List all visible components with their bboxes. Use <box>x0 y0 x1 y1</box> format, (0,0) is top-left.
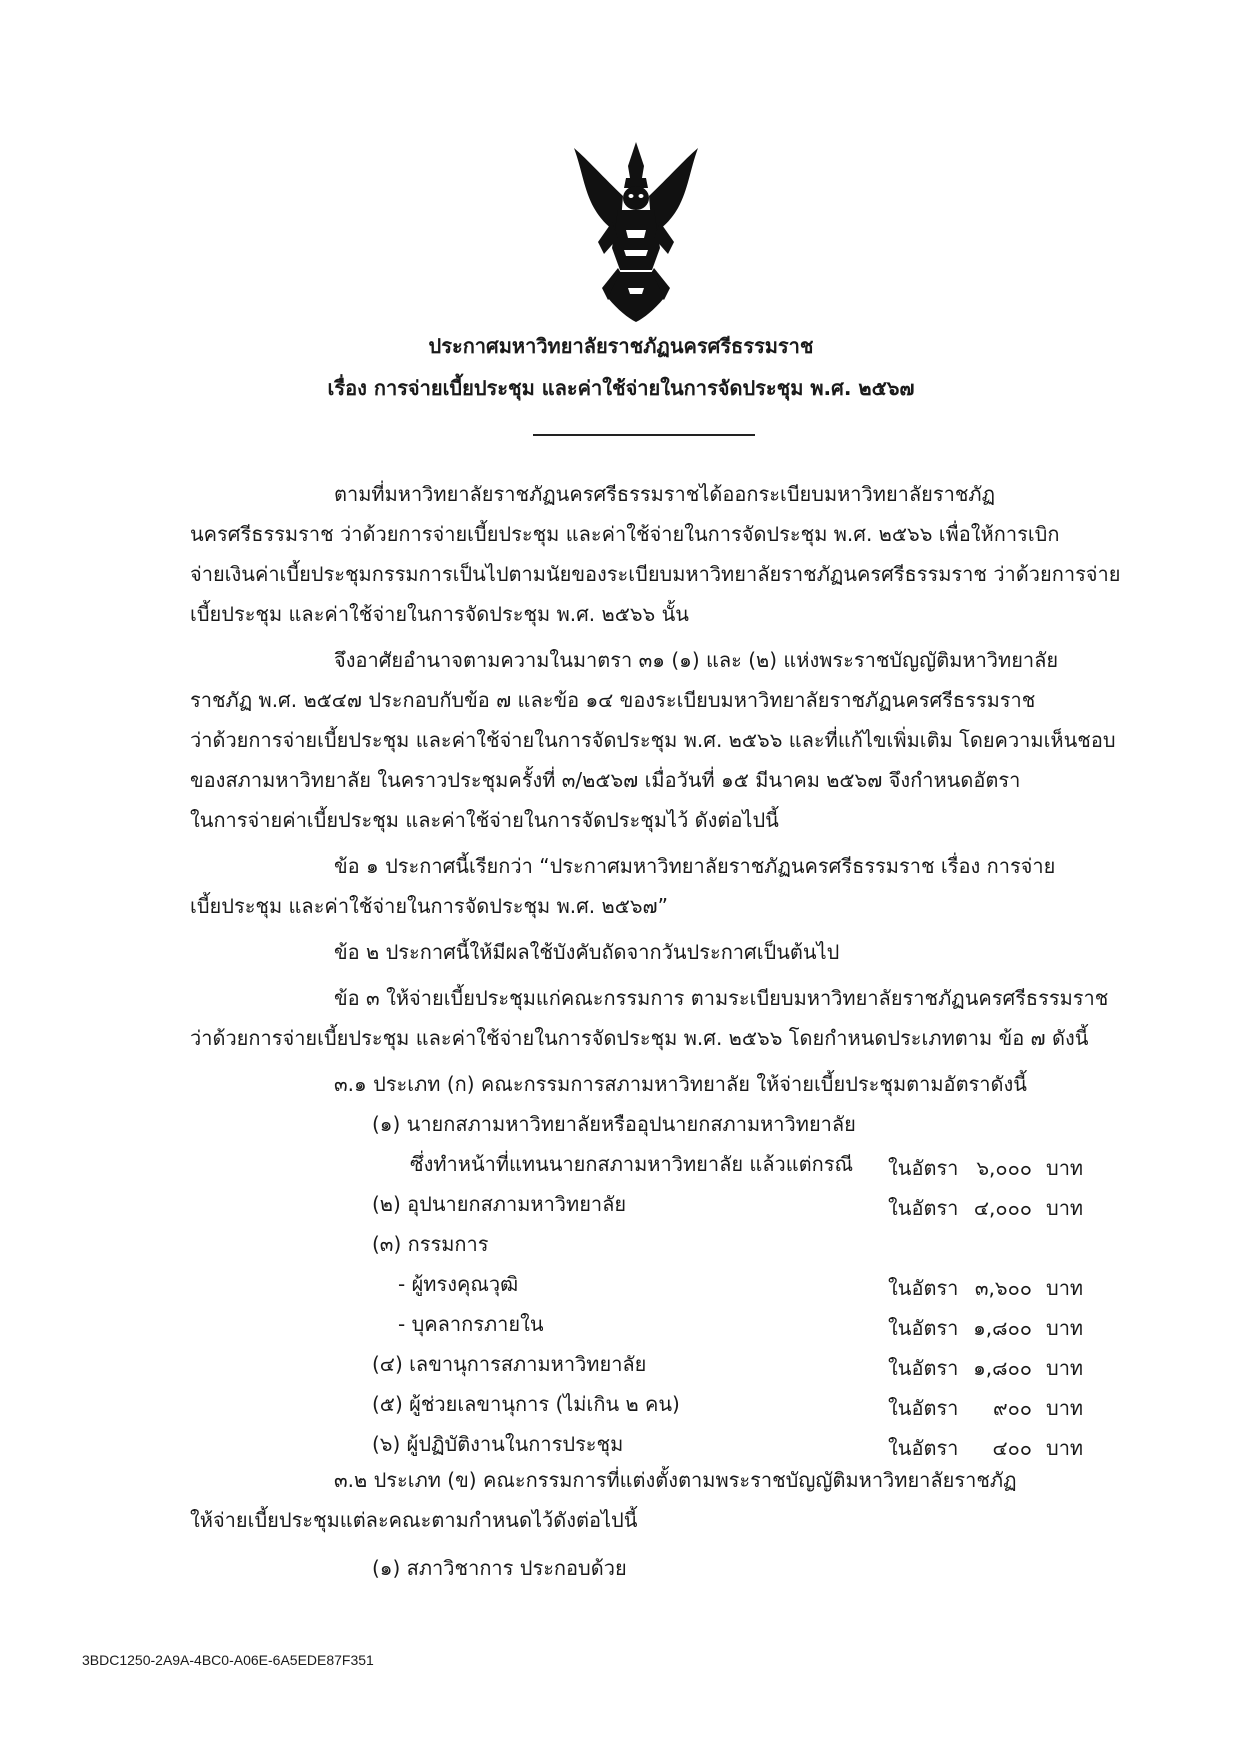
rate-unit: บาท <box>1046 1436 1084 1460</box>
rate-amount: ๖,๐๐๐ <box>976 1156 1032 1180</box>
announcement-title: ประกาศมหาวิทยาลัยราชภัฏนครศรีธรรมราช <box>428 334 814 358</box>
title-divider <box>533 434 755 436</box>
rate-prefix: ในอัตรา <box>888 1436 959 1460</box>
para2-line2: ราชภัฏ พ.ศ. ๒๕๔๗ ประกอบกับข้อ ๗ และข้อ ๑๔ ของระเบียบมหาวิทยาลัยราชภัฏนครศรีธรรมราช <box>190 688 1036 712</box>
clause1-line2: เบี้ยประชุม และค่าใช้จ่ายในการจัดประชุม พ.ศ. ๒๕๖๗” <box>190 894 668 918</box>
rate-amount: ๙๐๐ <box>992 1396 1032 1420</box>
rate-amount: ๔,๐๐๐ <box>973 1196 1032 1220</box>
document-id: 3BDC1250-2A9A-4BC0-A06E-6A5EDE87F351 <box>82 1652 374 1668</box>
rate-amount: ๑,๘๐๐ <box>973 1356 1032 1380</box>
rate-unit: บาท <box>1046 1156 1084 1180</box>
academic-council-item: (๑) สภาวิชาการ ประกอบด้วย <box>372 1556 627 1580</box>
rate-row-label: (๒) อุปนายกสภามหาวิทยาลัย <box>372 1192 627 1216</box>
clause2: ข้อ ๒ ประกาศนี้ให้มีผลใช้บังคับถัดจากวันประกาศเป็นต้นไป <box>334 940 840 964</box>
para2-line3: ว่าด้วยการจ่ายเบี้ยประชุม และค่าใช้จ่ายในการจัดประชุม พ.ศ. ๒๕๖๖ และที่แก้ไขเพิ่มเติม โดยความเห็นชอบ <box>190 728 1116 752</box>
rate-row-label: (๓) กรรมการ <box>372 1232 489 1256</box>
rate-prefix: ในอัตรา <box>888 1196 959 1220</box>
rate-amount: ๓,๖๐๐ <box>974 1276 1032 1300</box>
rate-row-label: (๕) ผู้ช่วยเลขานุการ (ไม่เกิน ๒ คน) <box>372 1392 680 1416</box>
para2-line4: ของสภามหาวิทยาลัย ในคราวประชุมครั้งที่ ๓/๒๕๖๗ เมื่อวันที่ ๑๕ มีนาคม ๒๕๖๗ จึงกำหนดอัตรา <box>190 768 1021 792</box>
rate-row-label: (๖) ผู้ปฏิบัติงานในการประชุม <box>372 1432 624 1456</box>
para1-line4: เบี้ยประชุม และค่าใช้จ่ายในการจัดประชุม พ.ศ. ๒๕๖๖ นั้น <box>190 602 689 626</box>
para2-line5: ในการจ่ายค่าเบี้ยประชุม และค่าใช้จ่ายในการจัดประชุมไว้ ดังต่อไปนี้ <box>190 808 779 832</box>
section-3-2-line1: ๓.๒ ประเภท (ข) คณะกรรมการที่แต่งตั้งตามพระราชบัญญัติมหาวิทยาลัยราชภัฏ <box>334 1468 1017 1492</box>
rate-row-label: - บุคลากรภายใน <box>398 1312 544 1336</box>
clause1-line1: ข้อ ๑ ประกาศนี้เรียกว่า “ประกาศมหาวิทยาลัยราชภัฏนครศรีธรรมราช เรื่อง การจ่าย <box>334 854 1056 878</box>
rate-prefix: ในอัตรา <box>888 1156 959 1180</box>
clause3-line1: ข้อ ๓ ให้จ่ายเบี้ยประชุมแก่คณะกรรมการ ตามระเบียบมหาวิทยาลัยราชภัฏนครศรีธรรมราช <box>334 986 1109 1010</box>
section-3-2-line2: ให้จ่ายเบี้ยประชุมแต่ละคณะตามกำหนดไว้ดังต่อไปนี้ <box>190 1508 638 1532</box>
rate-row-label: (๑) นายกสภามหาวิทยาลัยหรืออุปนายกสภามหาวิทยาลัย <box>372 1112 856 1136</box>
clause3-line2: ว่าด้วยการจ่ายเบี้ยประชุม และค่าใช้จ่ายในการจัดประชุม พ.ศ. ๒๕๖๖ โดยกำหนดประเภทตาม ข้อ ๗ ดังนี้ <box>190 1026 1089 1050</box>
para1-line2: นครศรีธรรมราช ว่าด้วยการจ่ายเบี้ยประชุม และค่าใช้จ่ายในการจัดประชุม พ.ศ. ๒๕๖๖ เพื่อให้การเบิก <box>190 522 1060 546</box>
rate-amount: ๑,๘๐๐ <box>973 1316 1032 1340</box>
para1-line1: ตามที่มหาวิทยาลัยราชภัฏนครศรีธรรมราชได้ออกระเบียบมหาวิทยาลัยราชภัฏ <box>334 482 996 506</box>
rate-unit: บาท <box>1046 1276 1084 1300</box>
rate-row-label: ซึ่งทำหน้าที่แทนนายกสภามหาวิทยาลัย แล้วแต่กรณี <box>410 1152 854 1176</box>
rate-prefix: ในอัตรา <box>888 1356 959 1380</box>
rate-prefix: ในอัตรา <box>888 1316 959 1340</box>
rate-amount: ๔๐๐ <box>992 1436 1032 1460</box>
para1-line3: จ่ายเงินค่าเบี้ยประชุมกรรมการเป็นไปตามนัยของระเบียบมหาวิทยาลัยราชภัฏนครศรีธรรมราช ว่าด้วยการจ่าย <box>190 562 1121 586</box>
para2-line1: จึงอาศัยอำนาจตามความในมาตรา ๓๑ (๑) และ (๒) แห่งพระราชบัญญัติมหาวิทยาลัย <box>334 648 1059 672</box>
garuda-emblem <box>568 138 704 324</box>
rate-unit: บาท <box>1046 1196 1084 1220</box>
rate-prefix: ในอัตรา <box>888 1276 959 1300</box>
section-3-1: ๓.๑ ประเภท (ก) คณะกรรมการสภามหาวิทยาลัย ให้จ่ายเบี้ยประชุมตามอัตราดังนี้ <box>334 1072 1027 1096</box>
rate-unit: บาท <box>1046 1356 1084 1380</box>
announcement-subject: เรื่อง การจ่ายเบี้ยประชุม และค่าใช้จ่ายในการจัดประชุม พ.ศ. ๒๕๖๗ <box>327 376 915 400</box>
rate-row-label: (๔) เลขานุการสภามหาวิทยาลัย <box>372 1352 647 1376</box>
rate-row-label: - ผู้ทรงคุณวุฒิ <box>398 1272 519 1296</box>
rate-unit: บาท <box>1046 1316 1084 1340</box>
rate-unit: บาท <box>1046 1396 1084 1420</box>
rate-prefix: ในอัตรา <box>888 1396 959 1420</box>
